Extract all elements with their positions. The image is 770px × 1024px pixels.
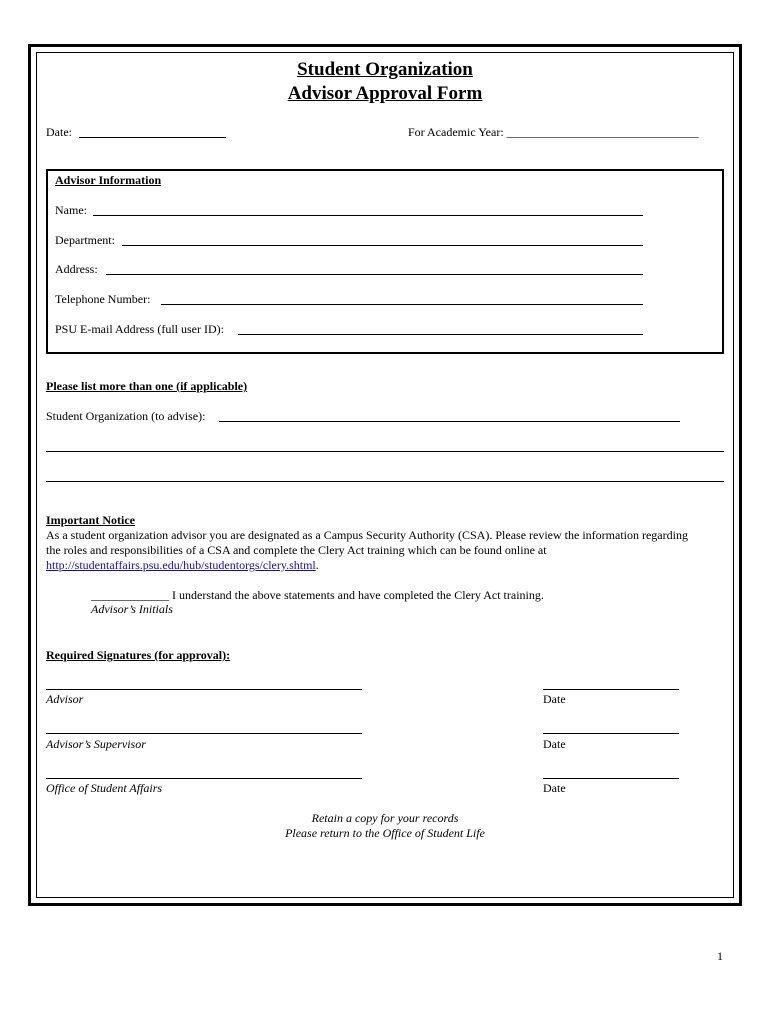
student-affairs-signature-label: Office of Student Affairs <box>46 781 163 795</box>
important-notice-heading: Important Notice <box>46 513 135 527</box>
supervisor-signature-line[interactable] <box>46 733 362 734</box>
footer-return-instructions: Please return to the Office of Student Life <box>285 826 485 840</box>
advisor-department-label: Department: <box>55 233 115 247</box>
advisor-signature-label: Advisor <box>46 692 84 706</box>
student-organization-field-3[interactable] <box>46 481 724 482</box>
supervisor-date-label: Date <box>543 737 566 751</box>
initials-caption: Advisor’s Initials <box>91 602 173 616</box>
date-label: Date: <box>46 125 72 139</box>
student-organization-field[interactable] <box>219 421 680 422</box>
advisor-information-heading: Advisor Information <box>55 173 162 187</box>
advisor-address-field[interactable] <box>106 274 643 275</box>
notice-text-line1: As a student organization advisor you are designated as a Campus Security Authority (CSA). Please review the information regarding <box>46 528 688 542</box>
advisor-email-label: PSU E-mail Address (full user ID): <box>55 322 224 336</box>
advisor-name-label: Name: <box>55 203 87 217</box>
clery-training-link[interactable]: http://studentaffairs.psu.edu/hub/studentorgs/clery.shtml <box>46 558 316 572</box>
student-organization-field-2[interactable] <box>46 451 724 452</box>
organizations-heading: Please list more than one (if applicable) <box>46 379 248 393</box>
advisor-name-field[interactable] <box>93 215 643 216</box>
supervisor-signature-label: Advisor’s Supervisor <box>46 737 146 751</box>
notice-text-line2: the roles and responsibilities of a CSA and complete the Clery Act training which can be found online at <box>46 543 547 557</box>
advisor-telephone-label: Telephone Number: <box>55 292 151 306</box>
advisor-address-label: Address: <box>55 262 98 276</box>
initials-statement[interactable]: _____________ I understand the above statements and have completed the Clery Act training. <box>91 588 544 602</box>
academic-year-label[interactable]: For Academic Year: ________________________________ <box>408 125 699 139</box>
advisor-email-field[interactable] <box>238 334 643 335</box>
link-suffix: . <box>315 558 319 572</box>
required-signatures-heading: Required Signatures (for approval): <box>46 648 231 662</box>
footer-retain-copy: Retain a copy for your records <box>311 811 459 825</box>
form-title-line2: Advisor Approval Form <box>287 83 483 104</box>
advisor-date-line[interactable] <box>543 689 679 690</box>
advisor-department-field[interactable] <box>122 245 643 246</box>
student-affairs-date-label: Date <box>543 781 566 795</box>
date-field-line[interactable] <box>79 137 226 138</box>
student-organization-label: Student Organization (to advise): <box>46 409 206 423</box>
form-title-line1: Student Organization <box>297 59 473 80</box>
student-affairs-date-line[interactable] <box>543 778 679 779</box>
supervisor-date-line[interactable] <box>543 733 679 734</box>
advisor-signature-line[interactable] <box>46 689 362 690</box>
student-affairs-signature-line[interactable] <box>46 778 362 779</box>
page-number: 1 <box>717 949 723 963</box>
advisor-date-label: Date <box>543 692 566 706</box>
notice-link-line <box>46 558 319 573</box>
advisor-telephone-field[interactable] <box>161 304 643 305</box>
